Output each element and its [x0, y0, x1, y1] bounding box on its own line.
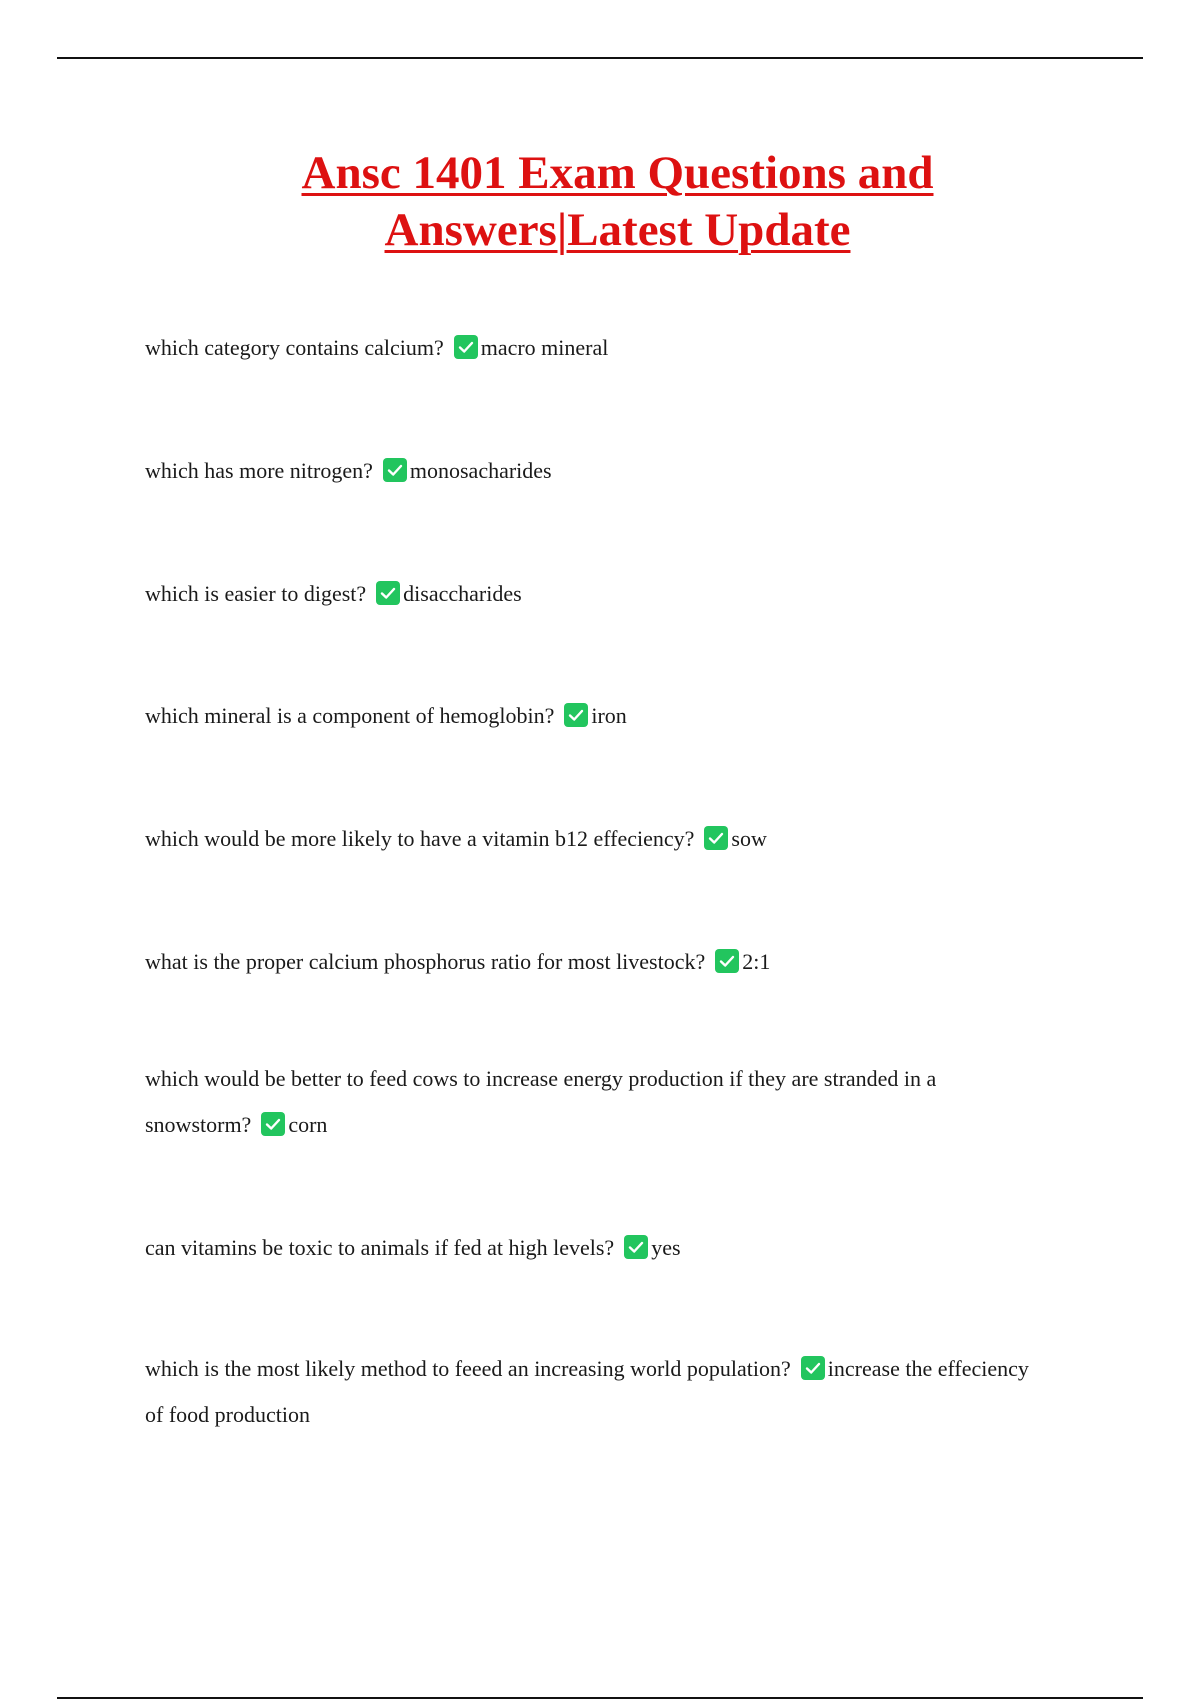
- answer-text: corn: [288, 1112, 328, 1137]
- question-text: what is the proper calcium phosphorus ratio for most livestock?: [145, 949, 706, 974]
- question-text: which has more nitrogen?: [145, 458, 373, 483]
- top-rule: [57, 57, 1143, 59]
- check-box-icon: [715, 949, 739, 973]
- check-box-icon: [704, 826, 728, 850]
- answer-text: iron: [591, 703, 627, 728]
- question-text: which mineral is a component of hemoglobin?: [145, 703, 555, 728]
- qa-item: [145, 325, 1045, 371]
- qa-item: [145, 571, 1045, 617]
- question-text: can vitamins be toxic to animals if fed at high levels?: [145, 1235, 615, 1260]
- question-text: which is the most likely method to feeed an increasing world population?: [145, 1356, 791, 1381]
- question-text: which would be more likely to have a vitamin b12 effeciency?: [145, 826, 695, 851]
- qa-item: [145, 939, 1045, 985]
- bottom-rule: [57, 1697, 1143, 1699]
- title-line-2: Answers|Latest Update: [384, 204, 851, 256]
- check-box-icon: [376, 581, 400, 605]
- check-box-icon: [261, 1112, 285, 1136]
- check-box-icon: [801, 1356, 825, 1380]
- answer-text: yes: [651, 1235, 681, 1260]
- question-text: which would be better to feed cows to increase energy production if they are stranded in a snowstorm?: [145, 1066, 937, 1137]
- check-box-icon: [383, 458, 407, 482]
- check-box-icon: [564, 703, 588, 727]
- qa-item: [145, 1225, 1045, 1271]
- qa-item: [145, 1346, 1045, 1438]
- qa-item: [145, 693, 1045, 739]
- title-line-1: Ansc 1401 Exam Questions and: [301, 147, 934, 199]
- question-text: which is easier to digest?: [145, 581, 367, 606]
- answer-text: increase the effeciency of food production: [145, 1356, 1029, 1427]
- document-title: [0, 145, 1200, 259]
- answer-text: sow: [731, 826, 767, 851]
- check-box-icon: [624, 1235, 648, 1259]
- answer-text: monosacharides: [409, 458, 552, 483]
- check-box-icon: [454, 335, 478, 359]
- answer-text: disaccharides: [403, 581, 522, 606]
- answer-text: 2:1: [742, 949, 771, 974]
- qa-item: [145, 1056, 1045, 1148]
- qa-item: [145, 448, 1045, 494]
- question-text: which category contains calcium?: [145, 335, 444, 360]
- qa-item: [145, 816, 1045, 862]
- answer-text: macro mineral: [480, 335, 609, 360]
